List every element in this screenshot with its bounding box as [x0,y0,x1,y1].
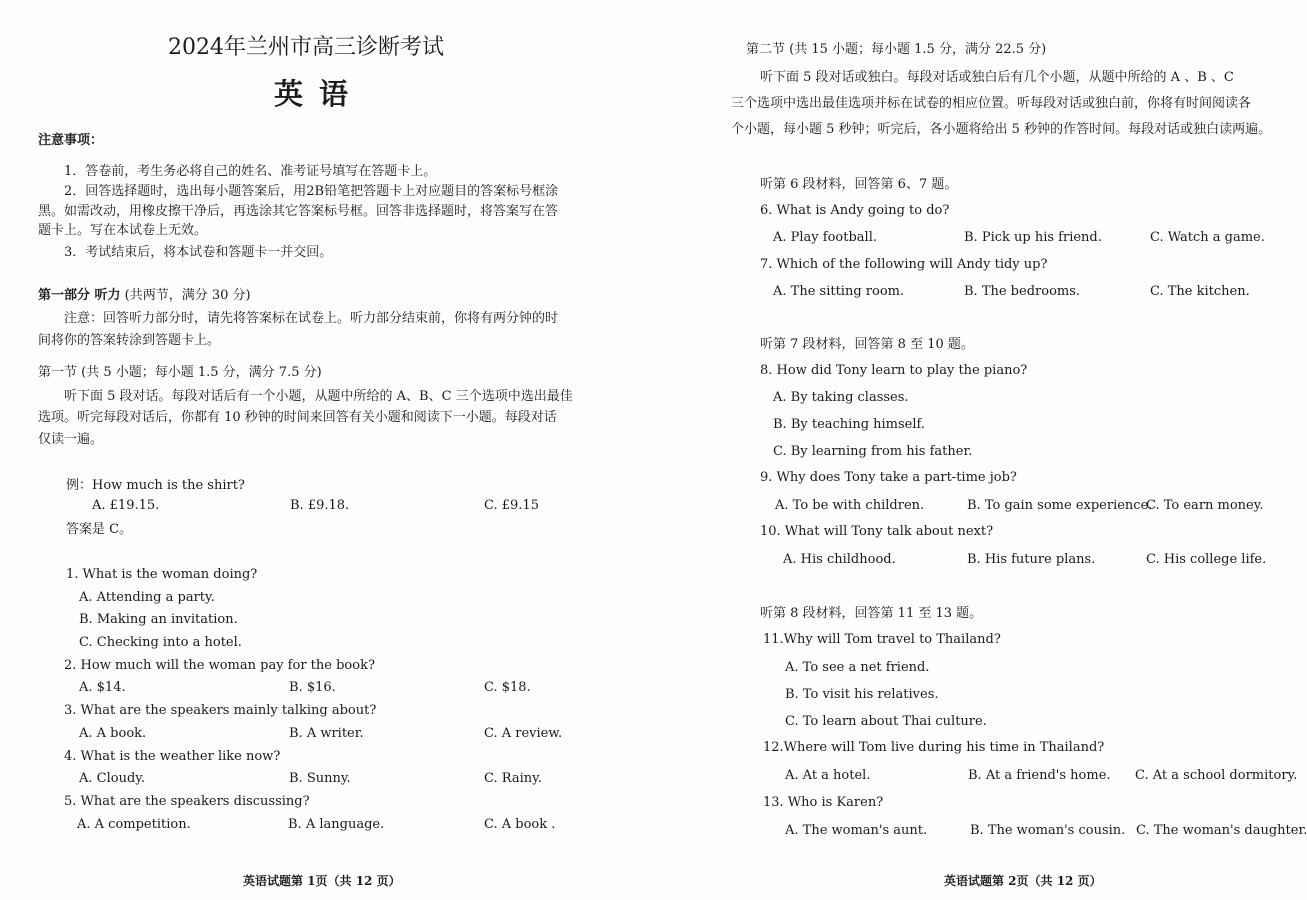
question-1: 1. What is the woman doing? [66,567,258,582]
option: B. To gain some experience. [967,498,1153,513]
option: B. His future plans. [967,552,1096,567]
option: B. Sunny. [289,771,351,786]
page-footer-right: 英语试题第 2页（共 12 页） [944,874,1102,888]
option: C. A review. [484,726,563,741]
question-13: 13. Who is Karen? [763,795,884,810]
question-6: 6. What is Andy going to do? [760,203,950,218]
example-option-a: A. £19.15. [92,498,160,513]
section2-instr: 个小题，每小题 5 秒钟；听完后，各小题将给出 5 秒钟的作答时间。每段对话或独白读两遍。 [731,122,1272,137]
question-9: 9. Why does Tony take a part-time job? [760,470,1017,485]
option: C. His college life. [1146,552,1267,567]
option: C. Rainy. [484,771,542,786]
option: C. To earn money. [1146,498,1264,513]
material-7-heading: 听第 7 段材料，回答第 8 至 10 题。 [760,337,974,352]
example-option-c: C. £9.15 [484,498,539,513]
notice-line: 黑。如需改动，用橡皮擦干净后，再选涂其它答案标号框。回答非选择题时，将答案写在答 [38,204,559,219]
option: B. To visit his relatives. [785,687,939,702]
subject-title: 英语 [274,77,365,111]
question-10: 10. What will Tony talk about next? [760,524,994,539]
material-6-heading: 听第 6 段材料，回答第 6、7 题。 [760,177,958,192]
option: B. A language. [288,817,385,832]
notice-line: 1．答卷前，考生务必将自己的姓名、准考证号填写在答题卡上。 [64,164,437,179]
option: B. The woman's cousin. [970,823,1126,838]
option: A. The sitting room. [773,284,905,299]
section2-instr: 听下面 5 段对话或独白。每段对话或独白后有几个小题，从题中所给的 A 、B 、C [760,70,1234,85]
notice-line: 3．考试结束后，将本试卷和答题卡一并交回。 [64,245,333,260]
option: C. At a school dormitory. [1135,768,1298,783]
question-11: 11.Why will Tom travel to Thailand? [763,632,1001,647]
example-question: 例：How much is the shirt? [66,478,245,493]
section2-title: 第二节 (共 15 小题；每小题 1.5 分，满分 22.5 分) [746,42,1047,57]
notice-line: 题卡上。写在本试卷上无效。 [38,223,208,238]
example-option-b: B. £9.18. [290,498,350,513]
option: B. Pick up his friend. [964,230,1102,245]
section1-instr: 仅读一遍。 [38,432,104,447]
question-3: 3. What are the speakers mainly talking about? [64,703,377,718]
option: C. The woman's daughter. [1136,823,1307,838]
question-7: 7. Which of the following will Andy tidy up? [760,257,1048,272]
option: A. A book. [79,726,147,741]
option: A. Cloudy. [79,771,146,786]
section1-instr: 听下面 5 段对话。每段对话后有一个小题，从题中所给的 A、B、C 三个选项中选出最佳 [64,389,573,404]
section2-instr: 三个选项中选出最佳选项并标在试卷的相应位置。听每段对话或独白前，你将有时间阅读各 [731,96,1252,111]
notice-line: 2．回答选择题时，选出每小题答案后，用2B铅笔把答题卡上对应题目的答案标号框涂 [64,184,559,199]
option: C. To learn about Thai culture. [785,714,987,729]
option: A. At a hotel. [785,768,871,783]
part1-title: 第一部分 听力 [38,288,121,303]
part1-note: 间将你的答案转涂到答题卡上。 [38,333,221,348]
material-8-heading: 听第 8 段材料，回答第 11 至 13 题。 [760,606,983,621]
option: A. The woman's aunt. [785,823,928,838]
question-12: 12.Where will Tom live during his time in Thailand? [763,740,1105,755]
option: B. The bedrooms. [964,284,1081,299]
section1-title: 第一节 (共 5 小题；每小题 1.5 分，满分 7.5 分) [38,365,322,380]
option: A. His childhood. [783,552,896,567]
page-footer-left: 英语试题第 1页（共 12 页） [243,874,401,888]
part1-heading [38,284,251,303]
option: C. $18. [484,680,531,695]
exam-title: 2024年兰州市高三诊断考试 [168,35,444,60]
example-answer: 答案是 C。 [66,522,133,537]
option: B. $16. [289,680,336,695]
option: B. A writer. [289,726,364,741]
option: B. At a friend's home. [968,768,1111,783]
option: B. By teaching himself. [773,417,926,432]
option: C. A book . [484,817,556,832]
notice-heading: 注意事项： [38,133,104,148]
option: C. Watch a game. [1150,230,1265,245]
question-4: 4. What is the weather like now? [64,749,281,764]
option: A. Play football. [773,230,877,245]
option: C. Checking into a hotel. [79,635,242,650]
option: A. To see a net friend. [785,660,930,675]
option: C. The kitchen. [1150,284,1250,299]
part1-meta: (共两节，满分 30 分) [124,288,251,303]
option: C. By learning from his father. [773,444,973,459]
option: A. To be with children. [775,498,925,513]
question-8: 8. How did Tony learn to play the piano? [760,363,1028,378]
option: A. By taking classes. [773,390,909,405]
question-5: 5. What are the speakers discussing? [64,794,310,809]
part1-note: 注意：回答听力部分时，请先将答案标在试卷上。听力部分结束前，你将有两分钟的时 [64,311,559,326]
option: B. Making an invitation. [79,612,238,627]
option: A. A competition. [77,817,191,832]
option: A. Attending a party. [79,590,215,605]
question-2: 2. How much will the woman pay for the book? [64,658,375,673]
option: A. $14. [79,680,126,695]
section1-instr: 选项。听完每段对话后，你都有 10 秒钟的时间来回答有关小题和阅读下一小题。每段对话 [38,410,557,425]
